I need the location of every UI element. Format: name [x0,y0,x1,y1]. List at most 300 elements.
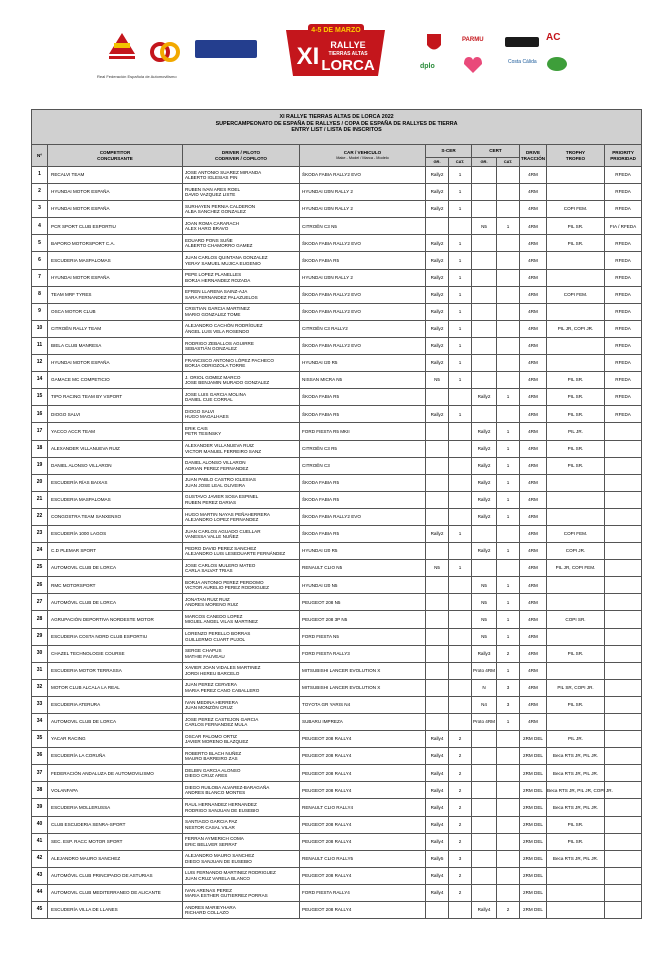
entry-number: 26 [32,577,48,594]
driver-name: PEDRO DAVID PEREZ SANCHEZ [185,545,257,551]
scer-group [426,679,449,696]
scer-group: Rally2 [426,167,449,184]
codriver-name: SARA FERNANDEZ PALAZUELOS [185,294,258,300]
cert-category: 1 [497,714,520,731]
priority-cell: RFEDA [605,252,642,269]
car-cell: PEUGEOT 208 RALLY4 [300,731,426,748]
cert-category [497,337,520,354]
driver-name: HUGO MARTIN NAYAS PEÑAHERRERA [185,511,270,517]
codriver-name: MARIA ESTHER GUTIERREZ PORRAS [185,892,268,898]
trophy-cell [547,355,605,372]
scer-category [449,577,472,594]
priority-cell [605,423,642,440]
trophy-cell: PIL SR. [547,696,605,713]
codriver-name: DIEGO SANJUAN DE EUSEBIO [185,858,252,864]
car-cell: PEUGEOT 208 RALLY4 [300,816,426,833]
competitor-cell: BAPORO MOTORSPORT C.A. [48,235,183,252]
codriver-name: ALEJANDRO LOPEZ FERNANDEZ [185,516,259,522]
entry-number: 3 [32,201,48,218]
document-title [32,110,642,145]
scer-group: Rally4 [426,799,449,816]
drive-cell: 4RM [520,696,547,713]
cert-category: 1 [497,218,520,235]
table-row [32,765,642,782]
codriver-name: VICTOR MANUEL FERREIRO SANZ [185,448,262,454]
trophy-cell: PIL SR. [547,406,605,423]
scer-category: 2 [449,782,472,799]
entry-number: 11 [32,337,48,354]
drive-cell: 2RM DEL [520,816,547,833]
scer-category [449,679,472,696]
scer-category: 1 [449,525,472,542]
competitor-cell: BIELA CLUB MANRESA [48,337,183,354]
drive-cell: 4RM [520,560,547,577]
drive-cell: 4RM [520,645,547,662]
drive-cell: 4RM [520,252,547,269]
entry-number: 40 [32,816,48,833]
priority-cell [605,457,642,474]
scer-category: 2 [449,731,472,748]
table-row [32,286,642,303]
scer-group: N5 [426,372,449,389]
drive-cell: 4RM [520,389,547,406]
table-row [32,218,642,235]
table-row [32,833,642,850]
competitor-cell: VOLANFAPA [48,782,183,799]
header-num: Nº [32,145,48,167]
scer-group: Rally2 [426,235,449,252]
driver-cell [183,252,300,269]
competitor-cell: CONGOSTRA TEAM SANXENXO [48,508,183,525]
cert-category [497,406,520,423]
driver-cell [183,782,300,799]
car-cell: FORD FIESTA R5 MKII [300,423,426,440]
trophy-cell: PIL SR. [547,440,605,457]
cert-category [497,286,520,303]
sponsor-logo-band [0,0,672,95]
codriver-name: PETR TESINSKY [185,431,222,437]
table-row [32,235,642,252]
entry-number: 31 [32,662,48,679]
codriver-name: ANDRES MORENO RUIZ [185,602,239,608]
car-cell: HYUNDAI I20N RALLY 2 [300,184,426,201]
driver-cell [183,902,300,919]
car-cell: ŠKODA FABIA RALLY2 EVO [300,235,426,252]
cert-group: N5 [472,628,497,645]
cert-group [472,560,497,577]
entry-number: 45 [32,902,48,919]
competitor-cell: YACCO ACCR TEAM [48,423,183,440]
scer-category: 1 [449,406,472,423]
trophy-cell: PIL SR, COPI JR. [547,679,605,696]
competitor-cell: ESCUDERIA MASPALOMAS [48,252,183,269]
driver-name: CRISTIAN GARCIA MARTINEZ [185,306,250,312]
cert-group [472,406,497,423]
driver-name: RODRIGO ZEBALLOS AGUIRRE [185,340,254,346]
driver-name: FRANCISCO ANTONIO LÓPEZ PACHECO [185,357,274,363]
trophy-cell [547,337,605,354]
title-line-1: XI RALLYE TIERRAS ALTAS DE LORCA 2022 [279,114,394,120]
scer-category [449,696,472,713]
competitor-cell: PCR SPORT CLUB ESPORTIU [48,218,183,235]
table-row [32,628,642,645]
table-row [32,184,642,201]
driver-cell [183,389,300,406]
drive-cell: 4RM [520,457,547,474]
drive-cell: 4RM [520,525,547,542]
driver-cell [183,679,300,696]
codriver-name: ALBERTO IGLESIAS PIN [185,175,238,181]
competitor-cell: ESCUDERÍA VILLA DE LLANES [48,902,183,919]
codriver-name: MIGUEL ANGEL VILAS MARTINEZ [185,619,258,625]
priority-cell [605,799,642,816]
entry-number: 15 [32,389,48,406]
codriver-name: ALBA SANCHEZ GONZALEZ [185,209,246,215]
driver-cell [183,765,300,782]
scer-category: 2 [449,833,472,850]
priority-cell [605,440,642,457]
drive-cell: 4RM [520,406,547,423]
competitor-cell: DANIEL ALONSO VILLARON [48,457,183,474]
driver-name: JOSE ANTONIO SUAREZ MIRANDA [185,169,262,175]
drive-cell: 4RM [520,577,547,594]
table-row [32,372,642,389]
cert-group [472,884,497,901]
driver-name: JUAN CARLOS AGUADO CUELLAR [185,528,261,534]
driver-cell [183,799,300,816]
cert-category [497,833,520,850]
trophy-cell: COPI JR. [547,543,605,560]
table-row [32,594,642,611]
car-cell: ŠKODA FABIA RALLY2 EVO [300,286,426,303]
drive-cell: 4RM [520,167,547,184]
trophy-cell [547,303,605,320]
competitor-cell: YACAR RACING [48,731,183,748]
cert-group: Rally2 [472,474,497,491]
priority-cell: RFEDA [605,286,642,303]
competitor-cell: AUTOMOVIL CLUB DE LORCA [48,714,183,731]
sponsor-badge-logo [505,37,539,47]
scer-group: Rally2 [426,184,449,201]
priority-cell [605,474,642,491]
competitor-cell: TEAM MRF TYRES [48,286,183,303]
scer-category [449,611,472,628]
priority-cell [605,850,642,867]
trophy-cell: COPI FEM. [547,201,605,218]
driver-cell [183,337,300,354]
competitor-cell: HYUNDAI MOTOR ESPAÑA [48,269,183,286]
scer-group: Rally5 [426,850,449,867]
scer-category: 1 [449,337,472,354]
car-cell: ŠKODA FABIA RALLY2 EVO [300,337,426,354]
scer-group [426,491,449,508]
entry-number: 18 [32,440,48,457]
scer-category [449,645,472,662]
drive-cell: 4RM [520,491,547,508]
entry-number: 7 [32,269,48,286]
entry-list-sheet [31,109,641,919]
cert-group: Rally3 [472,645,497,662]
entry-number: 14 [32,372,48,389]
competitor-cell: C.D PLEMAR SPORT [48,543,183,560]
competitor-cell: FEDERACIÓN ANDALUZA DE AUTOMOVILISMO [48,765,183,782]
codriver-name: RUBEN PEREZ DARIAS [185,499,237,505]
cert-group: Rally2 [472,423,497,440]
car-cell: PEUGEOT 208 RALLY4 [300,782,426,799]
drive-cell: 4RM [520,611,547,628]
cert-group [472,748,497,765]
supercampeonato-logo [195,40,257,58]
cert-category: 2 [497,645,520,662]
codriver-name: MATHIE FAUVEAU [185,653,225,659]
scer-group [426,594,449,611]
trophy-cell: PIL JR. [547,423,605,440]
cert-category [497,850,520,867]
scer-category: 1 [449,184,472,201]
priority-cell: RFEDA [605,355,642,372]
driver-name: EDUARD PONS SUÑE [185,238,233,244]
car-cell: MITSUBISHI LANCER EVOLUTION X [300,679,426,696]
codriver-name: CARLOS FERNANDEZ MULA [185,722,248,728]
scer-group: Rally2 [426,201,449,218]
competitor-cell: ESCUDERIA COSTA NORD CLUB ESPORTIU [48,628,183,645]
drive-cell: 2RM DEL [520,748,547,765]
car-cell: ŠKODA FABIA R5 [300,474,426,491]
priority-cell [605,833,642,850]
table-row [32,525,642,542]
competitor-cell: SEC. ESP. RACC MOTOR SPORT [48,833,183,850]
driver-cell [183,662,300,679]
competitor-cell: ESCUDERIA MASPALOMAS [48,491,183,508]
car-cell: RENAULT CLIO RALLY4 [300,799,426,816]
table-row [32,252,642,269]
scer-group: N5 [426,560,449,577]
cert-category: 1 [497,662,520,679]
scer-category [449,491,472,508]
competitor-cell: CLUB ESCUDERIA SENRA-SPORT [48,816,183,833]
drive-cell: 4RM [520,474,547,491]
car-cell: HYUNDAI I20 R5 [300,355,426,372]
competitor-cell: HYUNDAI MOTOR ESPAÑA [48,355,183,372]
competitor-cell: HYUNDAI MOTOR ESPAÑA [48,201,183,218]
codriver-name: MAURO BARREIRO ZAS [185,756,238,762]
table-row [32,355,642,372]
priority-cell [605,662,642,679]
drive-cell: 4RM [520,440,547,457]
region-crest-logo [425,32,443,54]
table-row [32,201,642,218]
cert-group: N5 [472,594,497,611]
car-cell: FORD FIESTA RALLY4 [300,884,426,901]
car-cell: HYUNDAI I20N RALLY 2 [300,269,426,286]
cert-group [472,252,497,269]
driver-name: MARCOS CANEDO LOPEZ [185,614,243,620]
competitor-cell: HYUNDAI MOTOR ESPAÑA [48,184,183,201]
car-cell: PEUGEOT 208 3P N5 [300,611,426,628]
codriver-name: BORJA ODRIOZOLA TORRE [185,363,246,369]
scer-group: Rally4 [426,748,449,765]
cert-category [497,235,520,252]
header-scer-gr: GR. [426,158,449,167]
scer-category: 1 [449,372,472,389]
competitor-cell: AUTOMÓVIL CLUB DE LORCA [48,594,183,611]
priority-cell [605,714,642,731]
table-row [32,474,642,491]
scer-category: 1 [449,167,472,184]
codriver-name: MARIA PEREZ CANO CABALLERO [185,687,260,693]
trophy-cell: PIL JR, COPI FEM. [547,560,605,577]
scer-group [426,662,449,679]
driver-cell [183,696,300,713]
driver-cell [183,372,300,389]
entries-body [32,167,642,919]
cert-group [472,525,497,542]
cert-group [472,765,497,782]
driver-cell [183,816,300,833]
scer-category [449,594,472,611]
driver-cell [183,577,300,594]
driver-name: JUAN PEREZ CERVERA [185,682,237,688]
codriver-name: ALEJANDRO LUIS LESEDUARTE FERNÁNDEZ [185,551,286,557]
car-cell: PEUGEOT 208 RALLY4 [300,867,426,884]
scer-category: 1 [449,560,472,577]
priority-cell [605,816,642,833]
driver-cell [183,201,300,218]
drive-cell: 4RM [520,269,547,286]
priority-cell: RFEDA [605,201,642,218]
scer-group [426,902,449,919]
cert-group: N5 [472,218,497,235]
entry-number: 21 [32,491,48,508]
drive-cell: 4RM [520,423,547,440]
codriver-name: VANESSA VALLE NUÑEZ [185,534,239,540]
scer-group [426,696,449,713]
cert-group [472,850,497,867]
cert-category: 1 [497,440,520,457]
priority-cell: RFEDA [605,269,642,286]
priority-cell [605,696,642,713]
cert-category: 1 [497,491,520,508]
scer-group: Rally2 [426,337,449,354]
trophy-cell: Beca RTS JR, PIL JR, COPI JR. [547,782,605,799]
priority-cell [605,765,642,782]
competitor-cell: TIPO RACING TEAM BY VSPORT [48,389,183,406]
table-row [32,731,642,748]
entry-number: 43 [32,867,48,884]
competitor-cell: ESCUDERÍA LA CORUÑA [48,748,183,765]
scer-category: 1 [449,269,472,286]
table-row [32,902,642,919]
codriver-name: CARLA SALVAT TRIAS [185,568,233,574]
scer-group: Rally4 [426,782,449,799]
entry-number: 37 [32,765,48,782]
entry-number: 28 [32,611,48,628]
codriver-name: DIEGO CRUZ ARES [185,773,228,779]
driver-cell [183,406,300,423]
driver-cell [183,884,300,901]
priority-cell: RFEDA [605,372,642,389]
competitor-cell: RECALVI TEAM [48,167,183,184]
driver-name: DELBIN GARCIA ALONSO [185,767,241,773]
driver-name: ERIK CAIS [185,426,208,432]
driver-name: ALEJANDRO MAURO SANCHEZ [185,853,255,859]
trophy-cell: Beca RTS JR, PIL JR. [547,748,605,765]
driver-name: IVAN ARENAS PEREZ [185,887,232,893]
header-drive: DRIVE TRACCIÓN [520,145,547,167]
drive-cell: 4RM [520,201,547,218]
trophy-cell [547,269,605,286]
svg-text:4-5 DE MARZO: 4-5 DE MARZO [311,27,361,34]
scer-category [449,508,472,525]
trophy-cell: PIL SR. [547,235,605,252]
car-cell: PEUGEOT 208 RALLY4 [300,748,426,765]
cert-category: 1 [497,389,520,406]
scer-category: 2 [449,748,472,765]
priority-cell [605,560,642,577]
scer-category: 1 [449,235,472,252]
entry-number: 10 [32,320,48,337]
driver-name: RAUL HERNANDEZ HERNANDEZ [185,802,257,808]
header-driver: DRIVER / PILOTO CODRIVER / COPILOTO [183,145,300,167]
driver-name: OSCAR PALOMO ORTIZ [185,733,237,739]
cert-category: 1 [497,577,520,594]
trophy-cell: COPI SR. [547,611,605,628]
cert-group: Rally2 [472,491,497,508]
driver-cell [183,457,300,474]
drive-cell: 4RM [520,679,547,696]
driver-cell [183,184,300,201]
cert-category: 3 [497,679,520,696]
scer-category [449,474,472,491]
scer-group [426,218,449,235]
driver-name: J. ORIOL GOMEZ MARCO [185,374,241,380]
entry-number: 41 [32,833,48,850]
entry-number: 32 [32,679,48,696]
priority-cell [605,628,642,645]
rallye-lorca-logo [278,20,393,82]
drive-cell: 2RM DEL [520,731,547,748]
svg-text:XI: XI [296,43,320,70]
driver-cell [183,833,300,850]
cert-group [472,303,497,320]
driver-cell [183,560,300,577]
drive-cell: 4RM [520,337,547,354]
drive-cell: 4RM [520,594,547,611]
scer-group [426,508,449,525]
priority-cell: RFEDA [605,389,642,406]
driver-cell [183,286,300,303]
drive-cell: 2RM DEL [520,833,547,850]
drive-cell: 2RM DEL [520,765,547,782]
priority-cell: RFEDA [605,184,642,201]
table-row [32,867,642,884]
driver-name: PEPE LOPEZ PLANELLES [185,272,242,278]
entry-number: 42 [32,850,48,867]
entry-number: 44 [32,884,48,901]
driver-name: XAVIER JOAN VIDALES MARTINEZ [185,665,261,671]
competitor-cell: RMC MOTORSPORT [48,577,183,594]
scer-category [449,628,472,645]
competitor-cell: ALEJANDRO MAURO SANCHEZ [48,850,183,867]
priority-cell: RFEDA [605,337,642,354]
driver-cell [183,474,300,491]
competitor-cell: AUTOMÓVIL CLUB PRINCIPADO DE ASTURIAS [48,867,183,884]
driver-name: JUAN CARLOS QUINTANA GONZALEZ [185,255,268,261]
priority-cell [605,748,642,765]
scer-category: 1 [449,252,472,269]
drive-cell: 4RM [520,235,547,252]
trophy-cell [547,884,605,901]
